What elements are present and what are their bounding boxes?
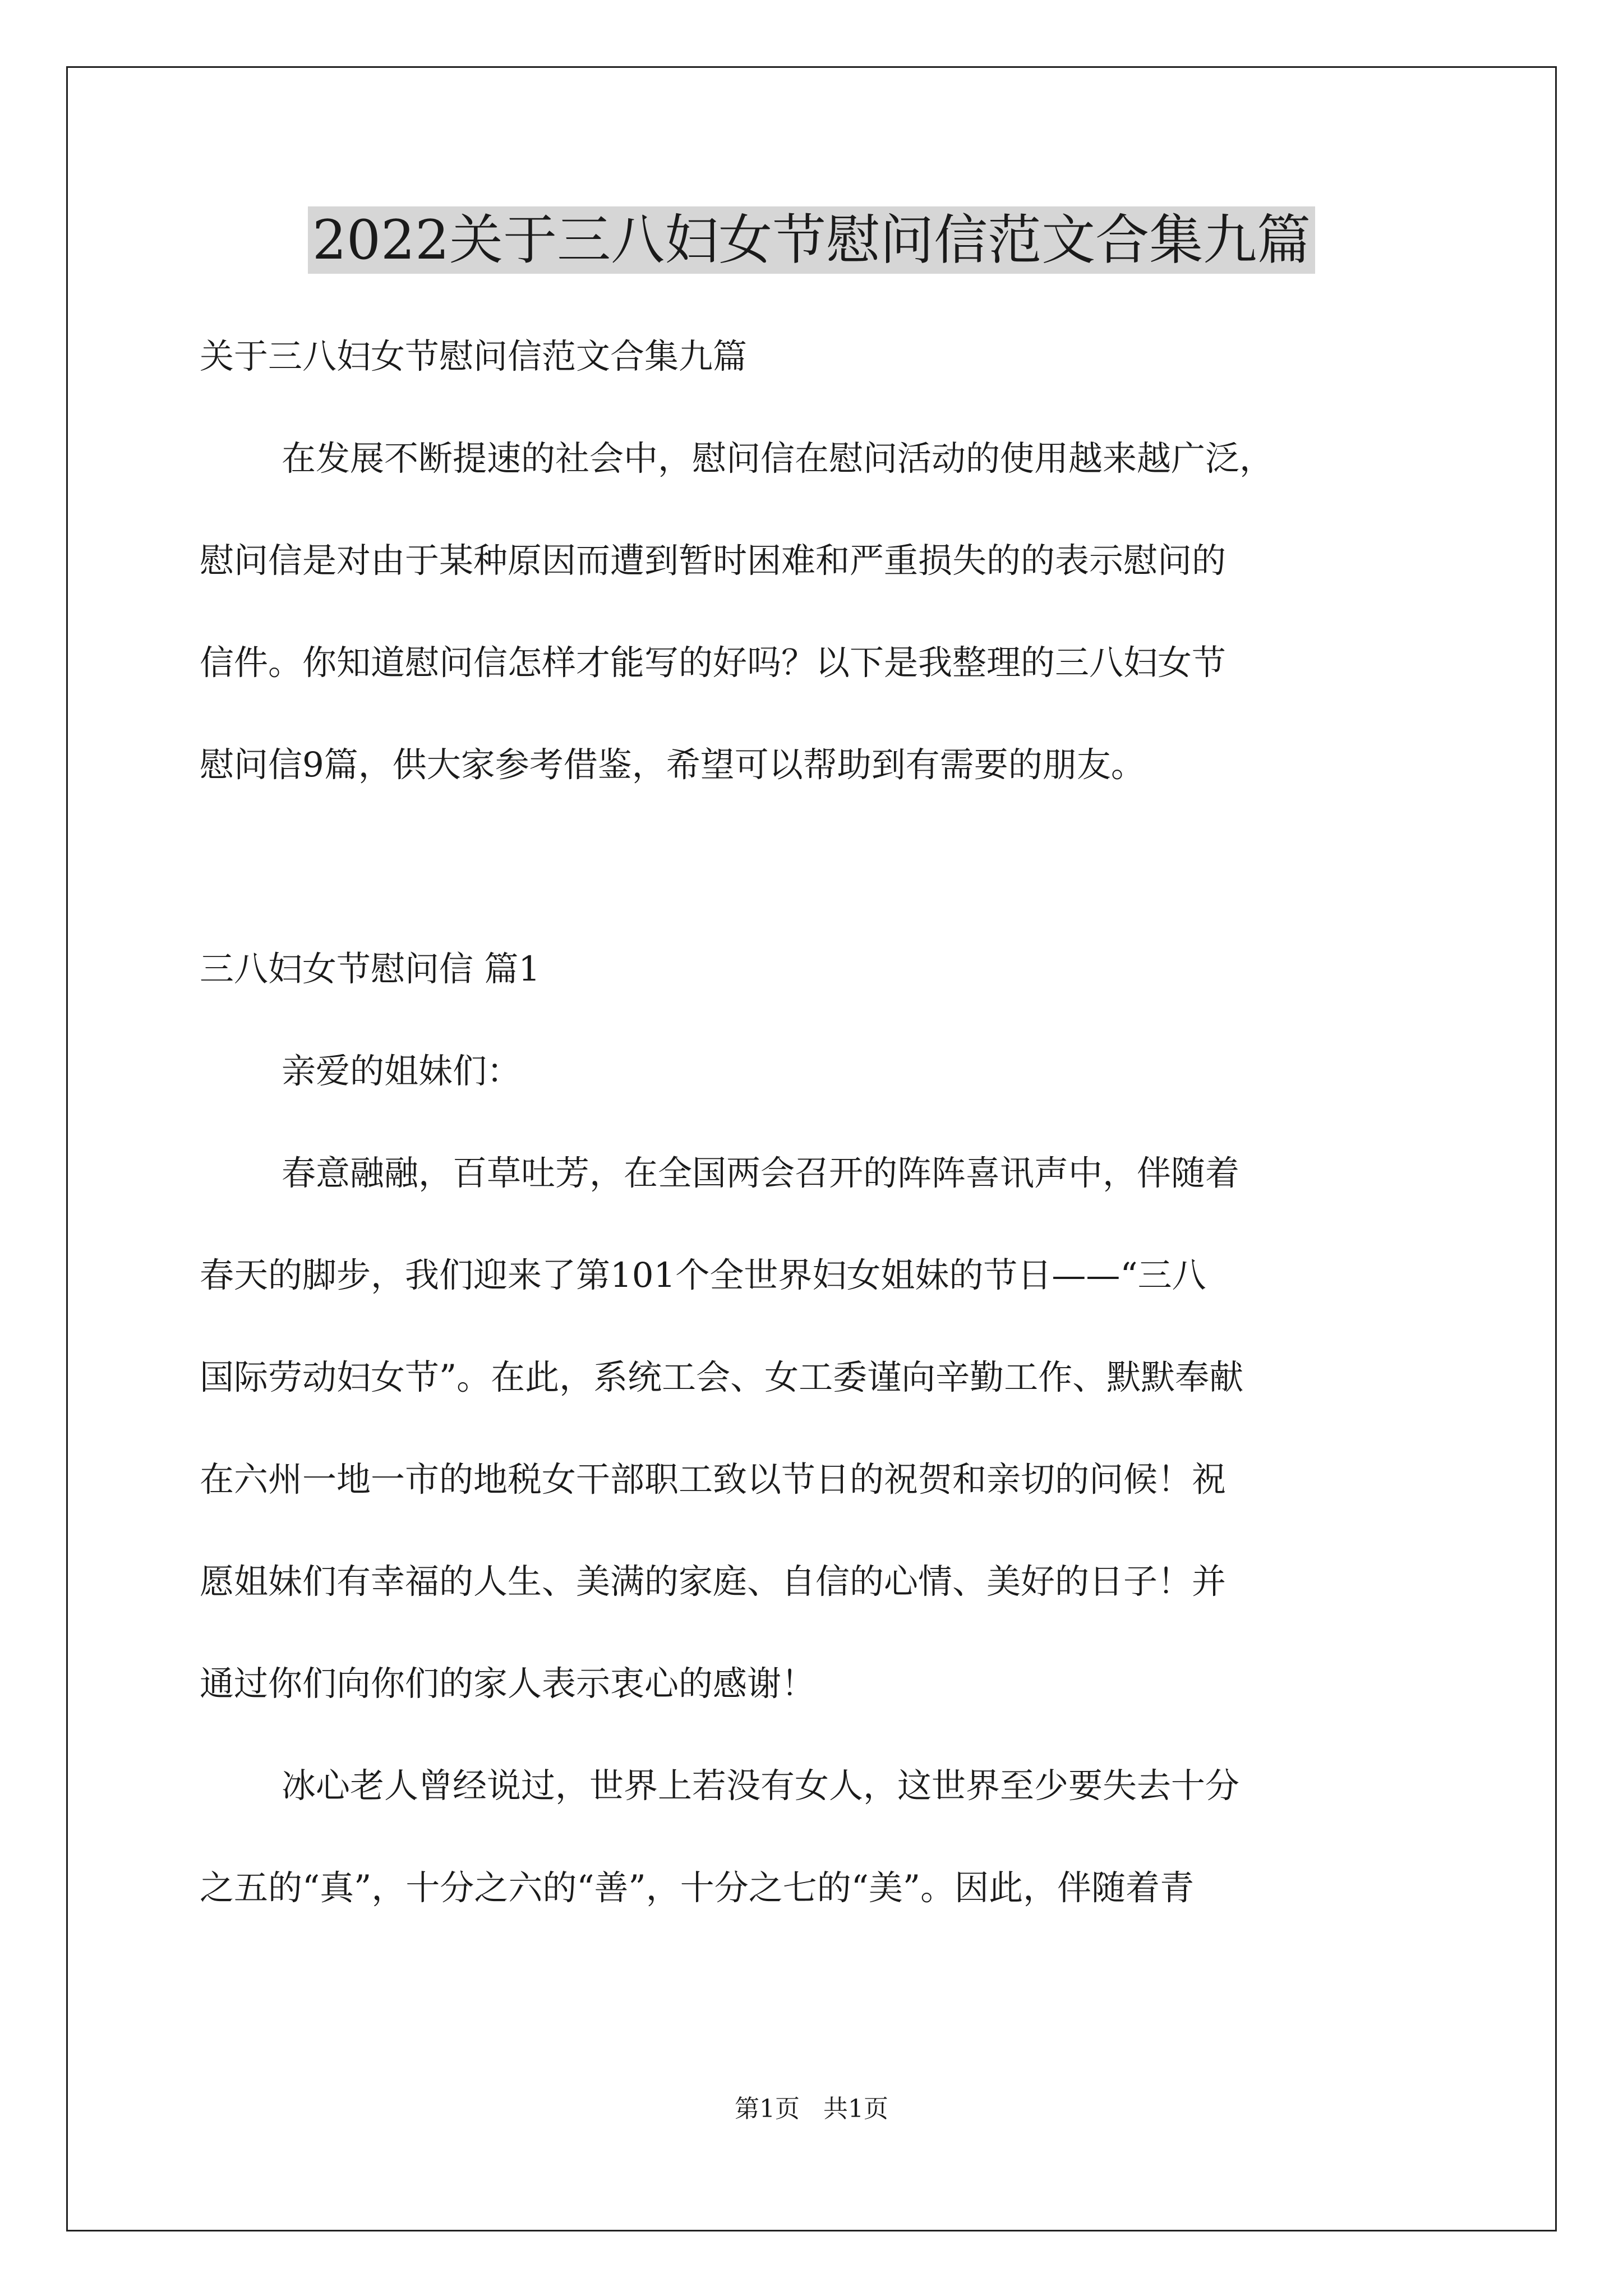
paragraph2-line-1: 冰心老人曾经说过，世界上若没有女人，这世界至少要失去十分 (282, 1766, 1240, 1806)
document-title (0, 201, 1623, 279)
page-footer: 第1页 共1页 (735, 2095, 888, 2123)
paragraph-gap (200, 816, 1428, 918)
intro-line-2: 慰问信是对由于某种原因而遭到暂时困难和严重损失的的表示慰问的 (200, 541, 1227, 581)
paragraph1-line-2: 春天的脚步，我们迎来了第101个全世界妇女姐妹的节日——“三八 (200, 1255, 1206, 1295)
intro-line-4: 慰问信9篇，供大家参考借鉴，希望可以帮助到有需要的朋友。 (200, 745, 1145, 785)
document-title-text: 2022关于三八妇女节慰问信范文合集九篇 (308, 206, 1315, 274)
paragraph1-line-3: 国际劳动妇女节”。在此，系统工会、女工委谨向辛勤工作、默默奉献 (200, 1358, 1244, 1397)
document-subtitle: 关于三八妇女节慰问信范文合集九篇 (200, 337, 748, 376)
intro-line-3: 信件。你知道慰问信怎样才能写的好吗？以下是我整理的三八妇女节 (200, 643, 1227, 683)
section-heading: 三八妇女节慰问信 篇1 (200, 949, 541, 989)
paragraph2-line-2: 之五的“真”，十分之六的“善”，十分之七的“美”。因此，伴随着青 (200, 1868, 1195, 1908)
document-body (200, 306, 1428, 1939)
paragraph1-line-5: 愿姐妹们有幸福的人生、美满的家庭、自信的心情、美好的日子！并 (200, 1562, 1227, 1602)
paragraph1-line-4: 在六州一地一市的地税女干部职工致以节日的祝贺和亲切的问候！祝 (200, 1460, 1227, 1499)
paragraph1-line-6: 通过你们向你们的家人表示衷心的感谢！ (200, 1664, 816, 1704)
salutation: 亲爱的姐妹们： (282, 1051, 522, 1091)
paragraph1-line-1: 春意融融，百草吐芳，在全国两会召开的阵阵喜讯声中，伴随着 (282, 1153, 1240, 1193)
intro-line-1: 在发展不断提速的社会中，慰问信在慰问活动的使用越来越广泛， (282, 439, 1274, 478)
